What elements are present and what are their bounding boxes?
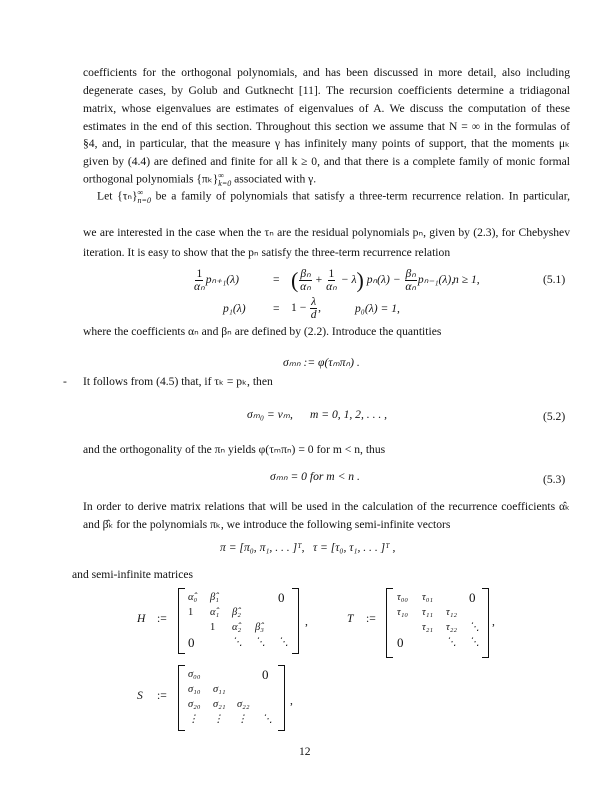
matrix-cell [232, 590, 255, 605]
sigma-definition: σₘₙ := φ(τₘπₙ) . [283, 356, 360, 369]
matrix-cell: τ₁₁ [422, 607, 434, 618]
matrix-cell [446, 590, 469, 605]
equation-5-1-line-2 [291, 296, 321, 321]
comma: , [492, 615, 495, 628]
matrix-cell: ⋮ [213, 714, 224, 725]
comma: , [305, 615, 308, 628]
fraction [194, 268, 205, 293]
matrix-cell: 0 [278, 590, 285, 605]
equals: = [273, 302, 280, 315]
equation-5-1-rhs [291, 265, 454, 295]
matrix-cell [397, 620, 422, 635]
matrix-cell: α̂₀ [188, 592, 198, 603]
text-line: coefficients for the orthogonal polynomials, and has been discussed in more detail, also including [83, 66, 570, 79]
index-range [138, 189, 151, 205]
matrix-label-t: T [347, 612, 354, 625]
matrix-cell: τ₀₁ [422, 592, 434, 603]
matrix-cell: β̂₁ [210, 592, 219, 603]
matrix-cell [210, 635, 232, 650]
matrix-cell: σ₀₀ [188, 669, 201, 680]
text-line: matrix, whose eigenvalues are estimates of eigenvalues of A. We discuss the computation of these [83, 102, 570, 115]
matrix-cell: ⋮ [237, 714, 248, 725]
equation-5-2-lhs: σₘ₀ = νₘ, [247, 408, 293, 421]
text-line: §4, and, in particular, that the measure γ has infinitely many points of support, that the moments μₖ [83, 137, 570, 150]
matrix-cell: τ₂₁ [422, 622, 434, 633]
lhs: p₁(λ) [223, 302, 246, 315]
text: orthogonal polynomials {πₖ} [83, 172, 219, 186]
matrix-cell [255, 590, 278, 605]
matrix-cell: ⋱ [232, 637, 243, 648]
matrix-label-h: H [137, 612, 146, 625]
matrix-cell: 1 [188, 607, 194, 618]
numerator: 1 [328, 266, 335, 280]
equation-number: (5.2) [543, 410, 566, 423]
matrix-cell [255, 605, 278, 620]
equation-5-3: σₘₙ = 0 for m < n . [270, 470, 360, 483]
superscript: ∞ [137, 188, 144, 197]
equation-number: (5.1) [543, 273, 566, 286]
assign: := [157, 612, 167, 625]
page-number: 12 [299, 745, 311, 758]
comma: , [318, 301, 322, 315]
text: be a family of polynomials that satisfy a three-term recurrence relation. In particular, [150, 189, 570, 203]
matrix-cell: σ₂₂ [237, 699, 250, 710]
fraction [310, 296, 317, 321]
left-bracket [386, 588, 393, 658]
term: pₙ(λ) − [366, 273, 401, 286]
matrix-cell: ⋱ [469, 637, 480, 648]
condition: n ≥ 1, [453, 273, 480, 286]
numerator: λ [311, 295, 317, 308]
matrix-cell: ⋱ [469, 622, 480, 633]
text-line: It follows from (4.5) that, if τₖ = pₖ, then [83, 375, 273, 388]
text-line [83, 172, 316, 188]
denominator: d [310, 308, 317, 321]
matrix-cell [278, 605, 298, 620]
lhs: pₙ₊₁(λ) [205, 273, 240, 286]
matrix-cell: ⋱ [278, 637, 289, 648]
left-bracket [178, 665, 185, 731]
matrix-cell: α̂₁ [210, 607, 220, 618]
text-line: In order to derive matrix relations that will be used in the calculation of the recurrence coefficients α̂ₖ [83, 500, 570, 513]
index-range [218, 172, 231, 188]
text-line: where the coefficients αₙ and βₙ are defined by (2.2). Introduce the quantities [83, 325, 442, 338]
paren: ) [356, 267, 364, 293]
fraction [326, 268, 337, 293]
matrix-cell: 0 [397, 635, 404, 650]
equation-5-2-range: m = 0, 1, 2, . . . , [310, 408, 388, 421]
term: − λ [340, 273, 357, 286]
matrix-cell [262, 682, 282, 697]
matrix-cell: σ₁₁ [213, 684, 226, 695]
assign: := [366, 612, 376, 625]
denominator: αₙ [300, 279, 311, 293]
matrix-cell: ⋱ [262, 714, 273, 725]
plus: + [315, 273, 323, 286]
vector-pi: π = [π₀, π₁, . . . ]ᵀ, [220, 541, 305, 554]
matrix-cell: 1 [210, 622, 216, 633]
matrix-h [188, 590, 298, 650]
text: Let {τₙ} [97, 189, 138, 203]
matrix-cell [237, 667, 262, 682]
fraction [299, 268, 311, 293]
matrix-cell: σ₂₀ [188, 699, 201, 710]
text-line: degenerate cases, by Golub and Gutknecht [11]. The recursion coefficients determine a tridiagonal [83, 84, 570, 97]
superscript: ∞ [218, 171, 224, 180]
initial-condition: p₀(λ) = 1, [355, 302, 400, 315]
comma: , [290, 694, 293, 707]
fraction [405, 268, 417, 293]
term: 1 − [291, 301, 307, 315]
matrix-cell: 0 [188, 635, 195, 650]
matrix-cell: σ₂₁ [213, 699, 226, 710]
matrix-cell [422, 635, 446, 650]
matrix-t [397, 590, 489, 650]
matrix-cell: 0 [469, 590, 476, 605]
matrix-cell: ⋮ [188, 714, 199, 725]
matrix-cell: τ₁₂ [446, 607, 458, 618]
matrix-cell: ⋱ [446, 637, 457, 648]
text-line: we are interested in the case when the τₙ are the residual polynomials pₙ, given by (2.3), for Chebyshev [83, 226, 570, 239]
matrix-s [188, 667, 282, 727]
text-line: iteration. It is easy to show that the pₙ satisfy the three-term recurrence relation [83, 246, 451, 259]
matrix-cell: τ₂₂ [446, 622, 458, 633]
assign: := [157, 689, 167, 702]
numerator: 1 [196, 266, 203, 280]
text-line: given by (4.4) are defined and finite for all k ≥ 0, and that there is a complete family of monic formal [83, 155, 570, 168]
equals: = [273, 273, 280, 286]
left-bracket [178, 588, 185, 654]
vector-tau: τ = [τ₀, τ₁, . . . ]ᵀ , [313, 541, 396, 554]
matrix-cell [278, 620, 298, 635]
matrix-cell: σ₁₀ [188, 684, 201, 695]
matrix-label-s: S [137, 689, 143, 702]
text-line: and the orthogonality of the πₙ yields φ(τₘπₙ) = 0 for m < n, thus [83, 443, 386, 456]
paren: ( [291, 267, 299, 293]
matrix-cell: β̂₃ [255, 622, 264, 633]
matrix-cell [262, 697, 282, 712]
text-line: estimates in the end of this section. Throughout this section we assume that N = ∞ in the formulas of [83, 120, 570, 133]
denominator: αₙ [405, 279, 417, 293]
text-line [97, 189, 570, 205]
matrix-cell: β̂₂ [232, 607, 241, 618]
scan-mark: - [63, 375, 67, 388]
equation-5-1-line-1 [193, 265, 239, 295]
denominator: αₙ [194, 279, 205, 293]
matrix-cell [237, 682, 262, 697]
numerator: βₙ [300, 266, 311, 280]
subscript: n=0 [137, 196, 151, 205]
term: pₙ₋₁(λ), [417, 273, 455, 286]
matrix-cell: ⋱ [255, 637, 266, 648]
matrix-cell [188, 620, 210, 635]
text: associated with γ. [231, 172, 317, 186]
subscript: k=0 [218, 179, 232, 188]
matrix-cell: α̂₂ [232, 622, 242, 633]
matrix-cell: τ₁₀ [397, 607, 409, 618]
denominator: αₙ [326, 279, 337, 293]
equation-number: (5.3) [543, 473, 566, 486]
matrix-cell [469, 605, 489, 620]
text-line: and β̂ₖ for the polynomials πₖ, we introduce the following semi-infinite vectors [83, 518, 451, 531]
matrix-cell [213, 667, 237, 682]
text-line: and semi-infinite matrices [72, 568, 194, 581]
matrix-cell: 0 [262, 667, 269, 682]
numerator: βₙ [405, 266, 416, 280]
matrix-cell: τ₀₀ [397, 592, 409, 603]
